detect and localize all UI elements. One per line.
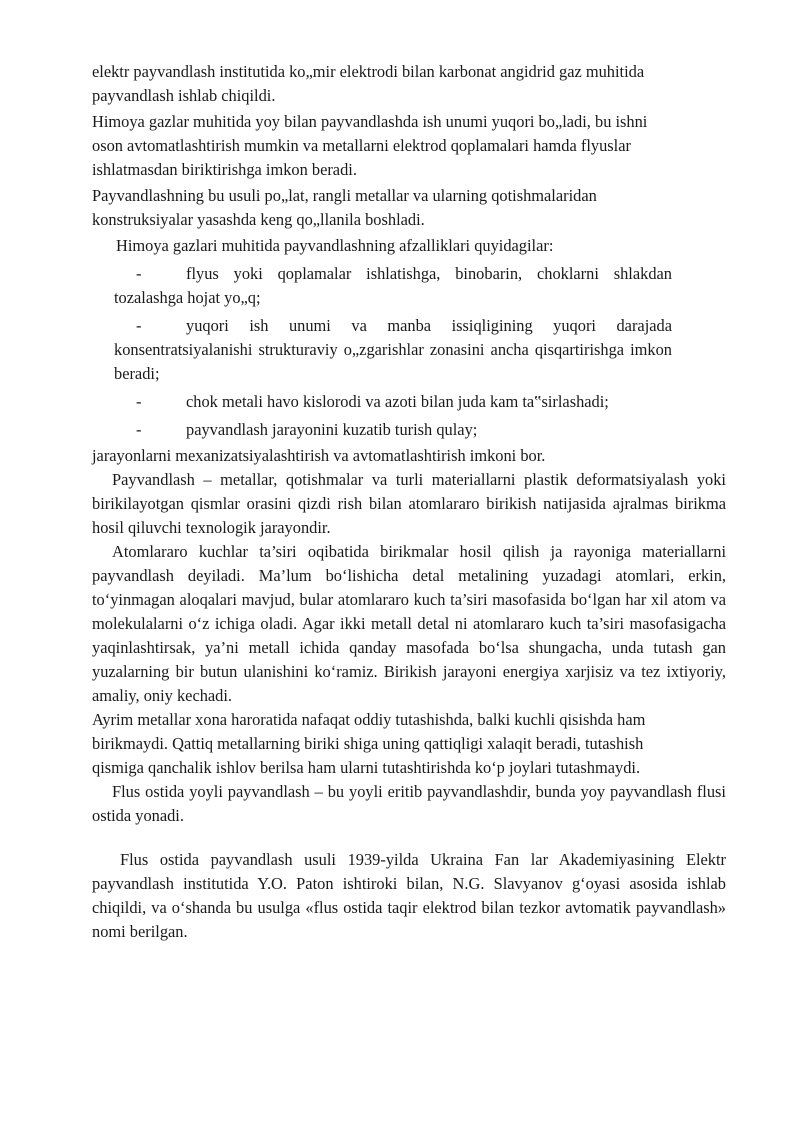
list-dash: - [136, 392, 142, 411]
paragraph-3: Payvandlashning bu usuli po„lat, rangli metallar va ularning qotishmalaridan konstruksiyalar yasashda keng qo„llanila boshladi. [92, 186, 597, 229]
document-page [92, 60, 726, 944]
list-item [92, 390, 672, 414]
paragraph-8: Ayrim metallar xona haroratida nafaqat oddiy tutashishda, balki kuchli qisishda ham birikmaydi. Qattiq metallarning biriki shiga uning qattiqligi xalaqit beradi, tutashish qismiga qanchalik ishlov berilsa ham ularni tutashtirishda ko‘p joylari tutashmaydi. [92, 710, 646, 777]
paragraph-4: Himoya gazlari muhitida payvandlashning afzalliklari quyidagilar: [116, 236, 554, 255]
paragraph-5: jarayonlarni mexanizatsiyalashtirish va avtomatlashtirish imkoni bor. [92, 446, 546, 465]
list-item-text: yuqori ish unumi va manba issiqligining yuqori darajada konsentratsiyalanishi strukturaviy o„zgarishlar zonasini ancha qisqartirishga imkon beradi; [114, 316, 672, 383]
list-item-text: payvandlash jarayonini kuzatib turish qulay; [186, 420, 478, 439]
list-dash: - [136, 316, 142, 335]
paragraph-1: elektr payvandlash institutida ko„mir elektrodi bilan karbonat angidrid gaz muhitida payvandlash ishlab chiqildi. [92, 62, 645, 105]
list-item [92, 418, 672, 442]
paragraph-2: Himoya gazlar muhitida yoy bilan payvandlashda ish unumi yuqori bo„ladi, bu ishni oson avtomatlashtirish mumkin va metallarni elektrod qoplamalari hamda flyuslar ishlatmasdan biriktirishga imkon beradi. [92, 112, 648, 179]
list-dash: - [136, 264, 142, 283]
list-item-text: flyus yoki qoplamalar ishlatishga, binobarin, choklarni shlakdan tozalashga hojat yo„q; [114, 264, 672, 307]
list-item-text: chok metali havo kislorodi va azoti bilan juda kam ta‟sirlashadi; [186, 392, 609, 411]
paragraph-6: Payvandlash – metallar, qotishmalar va turli materiallarni plastik deformatsiyalash yoki birikilayotgan qismlar orasini qizdi rish bilan atomlararo birikish natijasida ajralmas birikma hosil qiluvchi texnologik jarayondir. [92, 470, 726, 537]
blank-line [92, 828, 726, 848]
paragraph-9: Flus ostida yoyli payvandlash – bu yoyli eritib payvandlashdir, bunda yoy payvandlash flusi ostida yonadi. [92, 782, 726, 825]
list-item [92, 314, 672, 386]
list-dash: - [136, 420, 142, 439]
list-item [92, 262, 672, 310]
paragraph-10: Flus ostida payvandlash usuli 1939-yilda Ukraina Fan lar Akademiyasining Elektr payvandlash institutida Y.O. Paton ishtiroki bilan, N.G. Slavyanov g‘oyasi asosida ishlab chiqildi, va o‘shanda bu usulga «flus ostida taqir elektrod bilan tezkor avtomatik payvandlash» nomi berilgan. [92, 850, 726, 941]
paragraph-7: Atomlararo kuchlar ta’siri oqibatida birikmalar hosil qilish ja rayoniga materiallarni payvandlash deyiladi. Ma’lum bo‘lishicha detal metalining yuzadagi atomlari, erkin, to‘yinmagan aloqalari mavjud, bular atomlararo kuch ta’siri masofasida bo‘lgan har xil atom va molekulalarni o‘z ichiga oladi. Agar ikki metall detal ni atomlararo kuch ta’siri masofasigacha yaqinlashtirsak, ya’ni metall ichida qanday masofada bo‘lsa shungacha, unda tutash gan yuzalarning bir butun ulanishini ko‘ramiz. Birikish jarayoni energiya xarjisiz va tez ixtiyoriy, amaliy, oniy kechadi. [92, 542, 726, 705]
